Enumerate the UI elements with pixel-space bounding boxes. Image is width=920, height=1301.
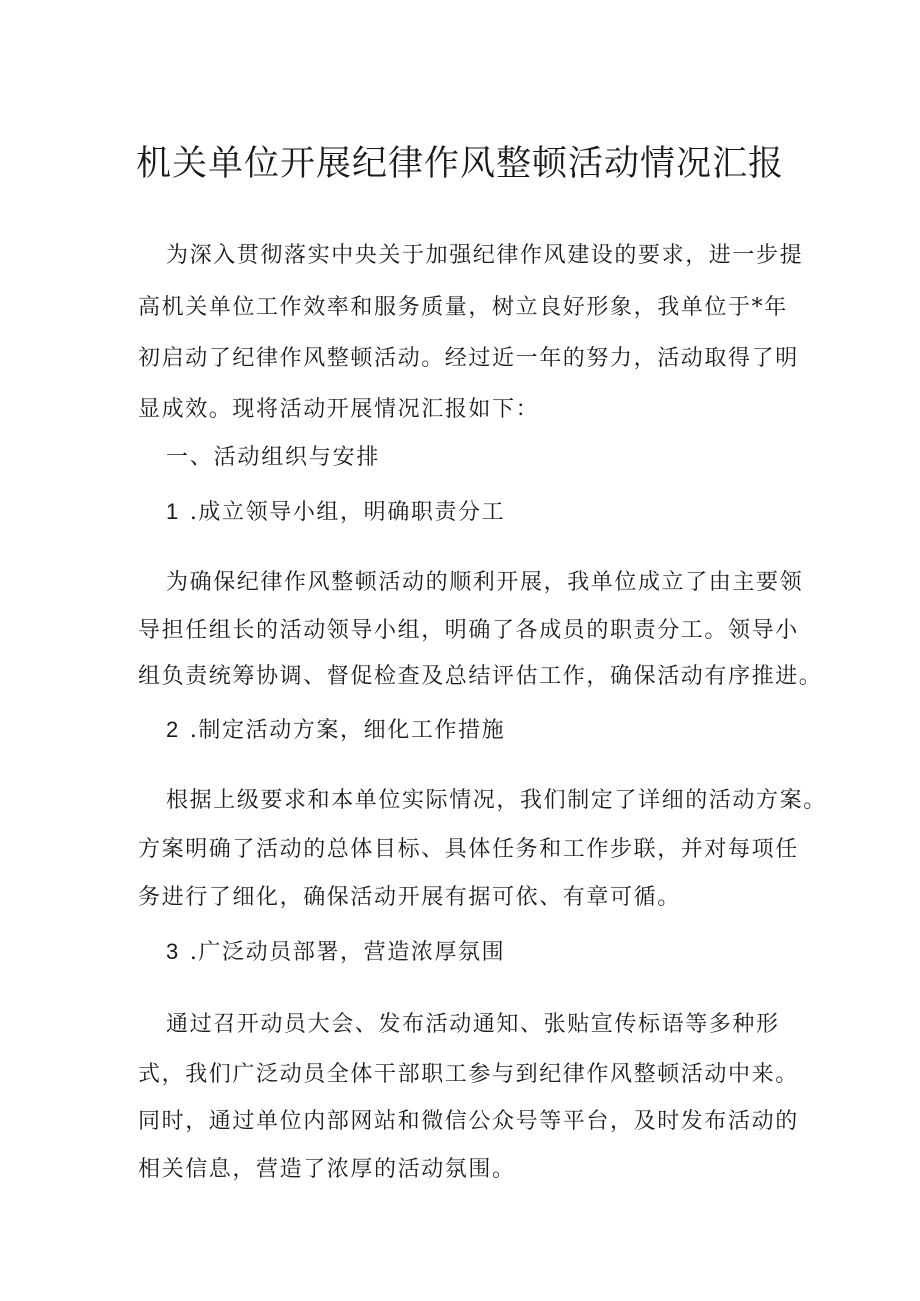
paragraph-line: 同时，通过单位内部网站和微信公众号等平台，及时发布活动的 bbox=[138, 1109, 799, 1134]
paragraph-line: 通过召开动员大会、发布活动通知、张贴宣传标语等多种形 bbox=[166, 1012, 780, 1037]
item-heading bbox=[166, 495, 505, 526]
item-number: 1 bbox=[166, 499, 180, 524]
paragraph-line: 方案明确了活动的总体目标、具体任务和工作步联，并对每项任 bbox=[138, 837, 799, 862]
paragraph-line: 根据上级要求和本单位实际情况，我们制定了详细的活动方案。 bbox=[166, 788, 827, 813]
intro-line: 显成效。现将活动开展情况汇报如下： bbox=[138, 397, 540, 422]
item-title: .成立领导小组，明确职责分工 bbox=[189, 500, 506, 525]
item-title: .广泛动员部署，营造浓厚氛围 bbox=[189, 940, 506, 965]
item-heading bbox=[166, 713, 505, 744]
document-title: 机关单位开展纪律作风整顿活动情况汇报 bbox=[135, 144, 784, 184]
item-number: 2 bbox=[166, 717, 180, 742]
paragraph-line: 式，我们广泛动员全体干部职工参与到纪律作风整顿活动中来。 bbox=[138, 1062, 799, 1087]
item-number: 3 bbox=[166, 939, 180, 964]
paragraph-line: 组负责统筹协调、督促检查及总结评估工作，确保活动有序推进。 bbox=[138, 664, 823, 689]
item-heading bbox=[166, 935, 505, 966]
paragraph-line: 导担任组长的活动领导小组，明确了各成员的职责分工。领导小 bbox=[138, 618, 799, 643]
paragraph-line: 相关信息，营造了浓厚的活动氛围。 bbox=[138, 1157, 516, 1182]
intro-line: 初启动了纪律作风整顿活动。经过近一年的努力，活动取得了明 bbox=[138, 346, 799, 371]
item-title: .制定活动方案，细化工作措施 bbox=[189, 718, 506, 743]
intro-line: 高机关单位工作效率和服务质量，树立良好形象，我单位于*年 bbox=[138, 295, 788, 320]
paragraph-line: 为确保纪律作风整顿活动的顺利开展，我单位成立了由主要领 bbox=[166, 570, 804, 595]
section-heading: 一、活动组织与安排 bbox=[166, 445, 381, 470]
intro-line: 为深入贯彻落实中央关于加强纪律作风建设的要求，进一步提 bbox=[166, 243, 804, 268]
paragraph-line: 务进行了细化，确保活动开展有据可依、有章可循。 bbox=[138, 885, 681, 910]
